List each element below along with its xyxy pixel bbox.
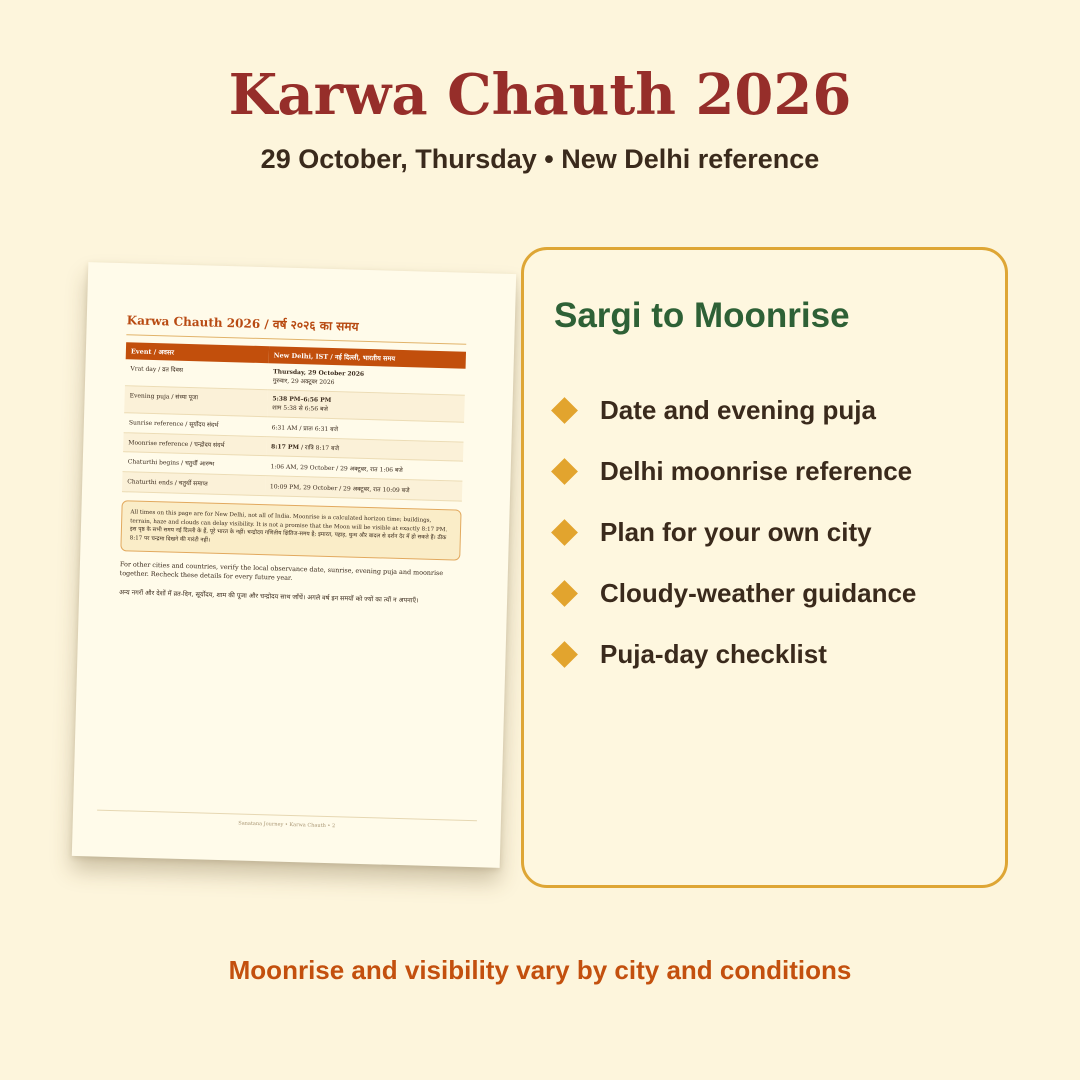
table-cell-sub: शाम 5:38 से 6:56 बजे <box>272 404 328 413</box>
list-item <box>550 502 916 563</box>
table-cell-main: Thursday, 29 October 2026 <box>273 368 365 378</box>
table-cell-event: Chaturthi begins / चतुर्थी आरम्भ <box>123 452 266 476</box>
table-cell-event: Evening puja / संध्या पूजा <box>124 386 267 417</box>
list-item <box>550 380 916 441</box>
table-cell-event: Vrat day / व्रत दिवस <box>125 359 268 389</box>
table-cell-sub: गुरुवार, 29 अक्टूबर 2026 <box>272 377 335 387</box>
list-item <box>550 563 916 624</box>
document-paragraph-en: For other cities and countries, verify the local observance date, sunrise, evening puja and moonrise together. Recheck these details for every future year. <box>119 559 444 583</box>
diamond-bullet-icon <box>551 397 578 424</box>
timings-table <box>122 342 466 501</box>
list-item-label: Puja-day checklist <box>600 639 827 669</box>
list-item-label: Cloudy-weather guidance <box>600 578 917 608</box>
document-title: Karwa Chauth 2026 / वर्ष २०२६ का समय <box>126 311 467 344</box>
visibility-note: All times on this page are for New Delhi, not all of India. Moonrise is a calculated horizon time; buildings, terrain, haze and clouds can delay visibility. It is not a promise that the Moon will be visible at exactly 8:17 PM. इस पृष्ठ के सभी समय नई दिल्ली के हैं, पूरे भारत के नहीं। चन्द्रोदय गणितीय क्षितिज-समय है; इमारत, पहाड़, धुन्ध और बादल से दर्शन देर में हो सकते हैं। ठीक 8:17 पर चन्द्रमा दिखने की गारंटी नहीं। <box>120 500 461 560</box>
table-cell-sub: 6:31 AM / प्रातः 6:31 बजे <box>271 424 339 434</box>
table-header-time: New Delhi, IST / नई दिल्ली, भारतीय समय <box>268 346 466 368</box>
page-title: Karwa Chauth 2026 <box>228 62 852 128</box>
table-cell-sub: 1:06 AM, 29 October / 29 अक्टूबर, रात 1:06 बजे <box>270 463 403 474</box>
document-paragraph-hi: अन्य नगरों और देशों में व्रत-दिन, सूर्योदय, शाम की पूजा और चन्द्रोदय साथ जाँचें। अगले वर्ष इन समयों को ज्यों का त्यों न अपनाएँ। <box>119 587 419 605</box>
document-preview <box>72 262 516 868</box>
contents-card <box>521 247 1008 888</box>
diamond-bullet-icon <box>551 519 578 546</box>
list-item-label: Delhi moonrise reference <box>600 456 913 486</box>
table-cell-sub: / रात्रि 8:17 बजे <box>300 444 340 453</box>
table-cell-event: Moonrise reference / चन्द्रोदय संदर्भ <box>123 433 266 456</box>
document-footer: Sanatana Journey • Karwa Chauth • 2 <box>97 810 477 834</box>
table-header-event: Event / अवसर <box>126 342 269 363</box>
page-subtitle: 29 October, Thursday • New Delhi reference <box>260 144 820 174</box>
list-item <box>550 441 916 502</box>
list-item-label: Date and evening puja <box>600 395 876 425</box>
list-item-label: Plan for your own city <box>600 517 872 547</box>
card-title: Sargi to Moonrise <box>554 296 850 335</box>
list-item <box>550 624 916 685</box>
diamond-bullet-icon <box>551 641 578 668</box>
table-cell-main: 5:38 PM–6:56 PM <box>272 395 332 404</box>
table-cell-sub: 10:09 PM, 29 October / 29 अक्टूबर, रात 10:09 बजे <box>269 483 410 495</box>
document-content <box>119 311 467 607</box>
table-cell-time <box>265 476 463 501</box>
table-cell-main: 8:17 PM <box>270 443 300 452</box>
table-cell-event: Chaturthi ends / चतुर्थी समाप्त <box>122 472 265 496</box>
footer-note: Moonrise and visibility vary by city and conditions <box>228 955 852 985</box>
diamond-bullet-icon <box>551 458 578 485</box>
contents-list <box>550 380 916 685</box>
table-cell-event: Sunrise reference / सूर्योदय संदर्भ <box>124 413 267 437</box>
diamond-bullet-icon <box>551 580 578 607</box>
